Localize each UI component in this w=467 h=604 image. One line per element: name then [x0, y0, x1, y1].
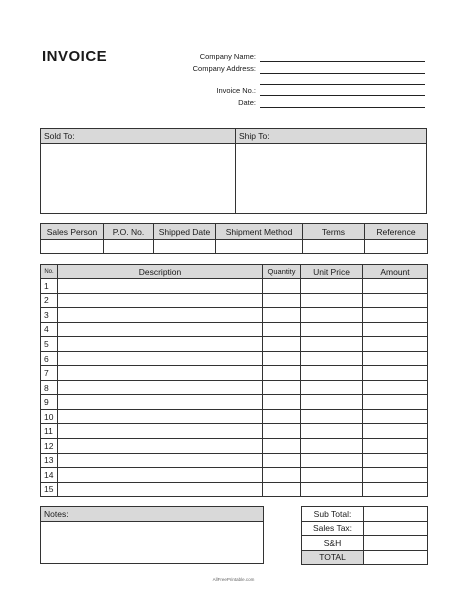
terms-cell[interactable]	[303, 240, 365, 254]
unit-price-cell[interactable]	[301, 322, 363, 337]
shipped-date-cell[interactable]	[154, 240, 216, 254]
row-number: 15	[41, 482, 58, 497]
amount-cell[interactable]	[363, 453, 428, 468]
description-cell[interactable]	[58, 439, 263, 454]
amount-cell[interactable]	[363, 322, 428, 337]
company-address-field-2[interactable]	[260, 84, 425, 85]
unit-price-cell[interactable]	[301, 337, 363, 352]
amount-cell[interactable]	[363, 439, 428, 454]
description-cell[interactable]	[58, 409, 263, 424]
notes-label: Notes:	[41, 507, 263, 522]
row-number: 11	[41, 424, 58, 439]
invoice-number-label: Invoice No.:	[216, 86, 256, 95]
amount-cell[interactable]	[363, 424, 428, 439]
amount-cell[interactable]	[363, 468, 428, 483]
invoice-number-field[interactable]	[260, 95, 425, 96]
amount-cell[interactable]	[363, 279, 428, 294]
company-address-field[interactable]	[260, 73, 425, 74]
row-number: 13	[41, 453, 58, 468]
row-number: 3	[41, 308, 58, 323]
totals-table	[301, 506, 428, 565]
line-item-row	[41, 322, 428, 337]
number-header: No.	[41, 265, 58, 279]
unit-price-cell[interactable]	[301, 424, 363, 439]
unit-price-cell[interactable]	[301, 468, 363, 483]
amount-cell[interactable]	[363, 351, 428, 366]
description-cell[interactable]	[58, 366, 263, 381]
subtotal-cell[interactable]	[364, 507, 428, 522]
amount-cell[interactable]	[363, 409, 428, 424]
quantity-cell[interactable]	[263, 366, 301, 381]
po-number-header: P.O. No.	[104, 224, 154, 240]
description-cell[interactable]	[58, 395, 263, 410]
unit-price-cell[interactable]	[301, 439, 363, 454]
sold-to-label: Sold To:	[41, 129, 235, 144]
line-items-body	[41, 279, 428, 497]
sold-to-section	[41, 129, 236, 213]
unit-price-cell[interactable]	[301, 308, 363, 323]
unit-price-cell[interactable]	[301, 293, 363, 308]
shipment-method-header: Shipment Method	[216, 224, 303, 240]
description-cell[interactable]	[58, 351, 263, 366]
reference-header: Reference	[365, 224, 428, 240]
line-item-row	[41, 395, 428, 410]
sales-person-cell[interactable]	[41, 240, 104, 254]
terms-header: Terms	[303, 224, 365, 240]
line-item-row	[41, 308, 428, 323]
quantity-cell[interactable]	[263, 482, 301, 497]
line-items-table	[40, 264, 428, 497]
quantity-cell[interactable]	[263, 409, 301, 424]
quantity-cell[interactable]	[263, 395, 301, 410]
unit-price-cell[interactable]	[301, 380, 363, 395]
total-row	[302, 550, 428, 565]
row-number: 10	[41, 409, 58, 424]
quantity-cell[interactable]	[263, 439, 301, 454]
amount-cell[interactable]	[363, 482, 428, 497]
subtotal-label: Sub Total:	[302, 507, 364, 522]
order-info-table	[40, 223, 428, 254]
total-cell[interactable]	[364, 550, 428, 565]
sales-tax-label: Sales Tax:	[302, 521, 364, 536]
date-label: Date:	[238, 98, 256, 107]
unit-price-cell[interactable]	[301, 395, 363, 410]
amount-header: Amount	[363, 265, 428, 279]
description-cell[interactable]	[58, 293, 263, 308]
address-box	[40, 128, 427, 214]
sales-person-header: Sales Person	[41, 224, 104, 240]
sales-tax-cell[interactable]	[364, 521, 428, 536]
description-cell[interactable]	[58, 308, 263, 323]
line-item-row	[41, 293, 428, 308]
row-number: 8	[41, 380, 58, 395]
notes-box	[40, 506, 264, 564]
notes-field[interactable]	[41, 522, 263, 563]
row-number: 1	[41, 279, 58, 294]
reference-cell[interactable]	[365, 240, 428, 254]
amount-cell[interactable]	[363, 293, 428, 308]
description-cell[interactable]	[58, 453, 263, 468]
quantity-cell[interactable]	[263, 293, 301, 308]
order-info-value-row	[41, 240, 428, 254]
unit-price-cell[interactable]	[301, 409, 363, 424]
quantity-cell[interactable]	[263, 337, 301, 352]
line-item-row	[41, 337, 428, 352]
ship-to-field[interactable]	[236, 144, 426, 212]
shipment-method-cell[interactable]	[216, 240, 303, 254]
company-name-label: Company Name:	[199, 52, 256, 61]
row-number: 4	[41, 322, 58, 337]
unit-price-cell[interactable]	[301, 482, 363, 497]
shipping-cell[interactable]	[364, 536, 428, 551]
company-name-field[interactable]	[260, 61, 425, 62]
description-header: Description	[58, 265, 263, 279]
row-number: 6	[41, 351, 58, 366]
line-item-row	[41, 439, 428, 454]
unit-price-cell[interactable]	[301, 279, 363, 294]
sold-to-field[interactable]	[41, 144, 235, 212]
description-cell[interactable]	[58, 279, 263, 294]
ship-to-label: Ship To:	[236, 129, 426, 144]
quantity-cell[interactable]	[263, 424, 301, 439]
quantity-cell[interactable]	[263, 279, 301, 294]
line-item-row	[41, 279, 428, 294]
unit-price-header: Unit Price	[301, 265, 363, 279]
amount-cell[interactable]	[363, 380, 428, 395]
shipping-label: S&H	[302, 536, 364, 551]
line-item-row	[41, 380, 428, 395]
quantity-cell[interactable]	[263, 468, 301, 483]
company-address-label: Company Address:	[192, 64, 256, 73]
row-number: 14	[41, 468, 58, 483]
description-cell[interactable]	[58, 337, 263, 352]
unit-price-cell[interactable]	[301, 366, 363, 381]
quantity-cell[interactable]	[263, 308, 301, 323]
quantity-cell[interactable]	[263, 453, 301, 468]
sales-tax-row	[302, 521, 428, 536]
po-number-cell[interactable]	[104, 240, 154, 254]
quantity-header: Quantity	[263, 265, 301, 279]
shipped-date-header: Shipped Date	[154, 224, 216, 240]
line-item-row	[41, 468, 428, 483]
row-number: 9	[41, 395, 58, 410]
row-number: 12	[41, 439, 58, 454]
line-item-row	[41, 424, 428, 439]
description-cell[interactable]	[58, 424, 263, 439]
line-item-row	[41, 409, 428, 424]
line-item-row	[41, 482, 428, 497]
amount-cell[interactable]	[363, 395, 428, 410]
shipping-row	[302, 536, 428, 551]
ship-to-section	[236, 129, 426, 213]
total-label: TOTAL	[302, 550, 364, 565]
description-cell[interactable]	[58, 322, 263, 337]
description-cell[interactable]	[58, 468, 263, 483]
line-item-row	[41, 351, 428, 366]
quantity-cell[interactable]	[263, 380, 301, 395]
date-field[interactable]	[260, 107, 425, 108]
footer-credit: AllFreePrintable.com	[212, 577, 255, 582]
line-items-header-row	[41, 265, 428, 279]
amount-cell[interactable]	[363, 366, 428, 381]
invoice-title: INVOICE	[42, 48, 108, 65]
subtotal-row	[302, 507, 428, 522]
amount-cell[interactable]	[363, 337, 428, 352]
amount-cell[interactable]	[363, 308, 428, 323]
unit-price-cell[interactable]	[301, 453, 363, 468]
line-item-row	[41, 366, 428, 381]
order-info-header-row	[41, 224, 428, 240]
description-cell[interactable]	[58, 482, 263, 497]
unit-price-cell[interactable]	[301, 351, 363, 366]
row-number: 2	[41, 293, 58, 308]
quantity-cell[interactable]	[263, 322, 301, 337]
description-cell[interactable]	[58, 380, 263, 395]
quantity-cell[interactable]	[263, 351, 301, 366]
row-number: 7	[41, 366, 58, 381]
line-item-row	[41, 453, 428, 468]
row-number: 5	[41, 337, 58, 352]
